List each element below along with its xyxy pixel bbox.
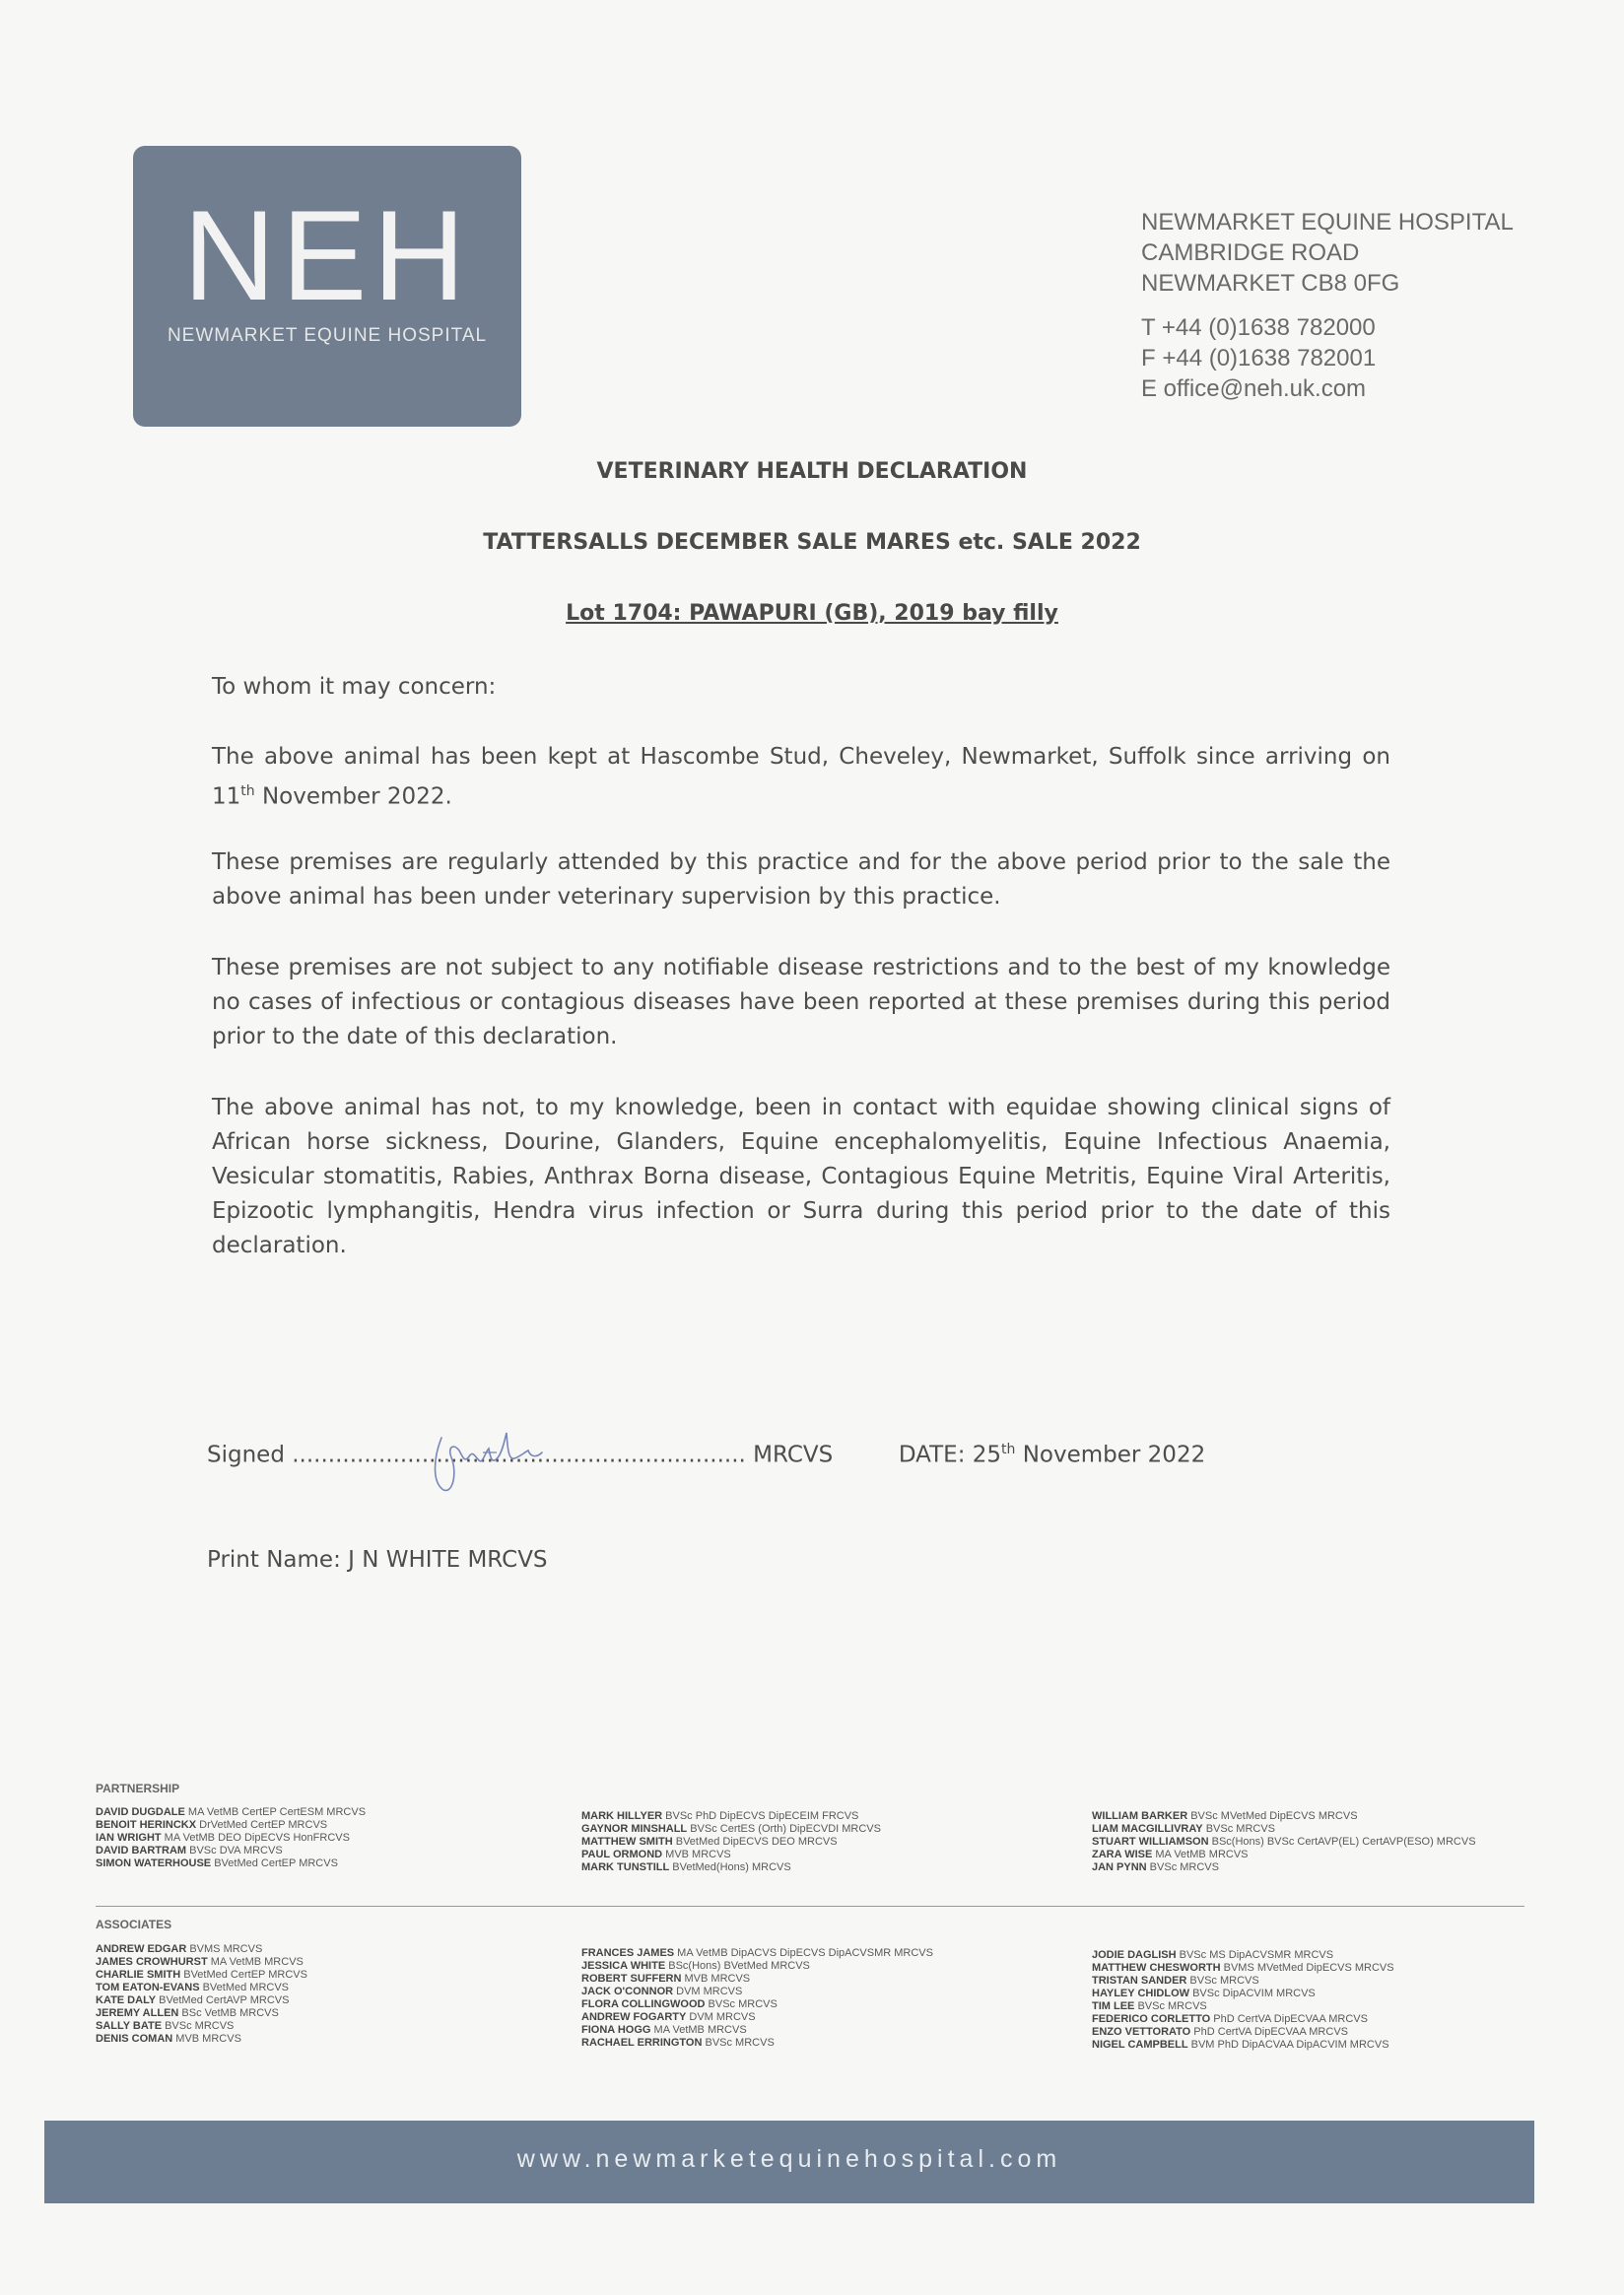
staff-name: RACHAEL ERRINGTON — [581, 2037, 703, 2049]
staff-qualifications: MA VetMB DipACVS DipECVS DipACVSMR MRCVS — [674, 1947, 933, 1959]
staff-name: BENOIT HERINCKX — [96, 1819, 197, 1831]
staff-qualifications: BSc(Hons) BVetMed MRCVS — [665, 1960, 810, 1972]
staff-qualifications: MVB MRCVS — [662, 1849, 731, 1860]
staff-name: DENIS COMAN — [96, 2033, 173, 2045]
staff-name: FIONA HOGG — [581, 2024, 651, 2036]
signed-dots-left: ...................... — [292, 1442, 451, 1468]
staff-name: TOM EATON-EVANS — [96, 1982, 200, 1993]
address-line-3: NEWMARKET CB8 0FG — [1141, 270, 1400, 297]
paragraph-1-text-b: November 2022. — [254, 783, 452, 810]
staff-entry — [96, 1819, 366, 1832]
staff-name: JESSICA WHITE — [581, 1960, 666, 1972]
staff-qualifications: MVB MRCVS — [172, 2033, 241, 2045]
staff-entry — [581, 1973, 933, 1986]
staff-name: SALLY BATE — [96, 2020, 163, 2032]
staff-qualifications: MVB MRCVS — [681, 1973, 751, 1985]
staff-qualifications: MA VetMB CertEP CertESM MRCVS — [184, 1806, 367, 1818]
paragraph-4: The above animal has not, to my knowledge, been in contact with equidae showing clinical signs of African horse sickness, Dourine, Glanders, Equine encephalomyelitis, Equine Infectious Anaemia, Vesicular stomatitis, Rabies, Anthrax Borna disease, Contagious Equine Metritis, Equine Viral Arteritis, Epizootic lymphangitis, Hendra virus infection or Surra during this period prior to the date of this declaration. — [212, 1095, 1390, 1258]
staff-name: WILLIAM BARKER — [1092, 1810, 1188, 1822]
signed-dots-right: ......................................... — [450, 1442, 746, 1468]
staff-name: ENZO VETTORATO — [1092, 2026, 1191, 2038]
partnership-heading: PARTNERSHIP — [96, 1782, 180, 1795]
staff-name: ANDREW EDGAR — [96, 1943, 187, 1955]
staff-qualifications: BVSc MRCVS — [162, 2020, 235, 2032]
staff-entry — [581, 1960, 933, 1973]
staff-name: MATTHEW SMITH — [581, 1836, 673, 1848]
paragraph-1 — [212, 740, 1390, 815]
partnership-col-1 — [96, 1806, 366, 1870]
staff-qualifications: BVetMed CertEP MRCVS — [180, 1969, 307, 1981]
staff-qualifications: MA VetMB MRCVS — [207, 1956, 304, 1968]
staff-name: JEREMY ALLEN — [96, 2007, 179, 2019]
staff-entry — [581, 1810, 881, 1823]
staff-qualifications: BVM PhD DipACVAA DipACVIM MRCVS — [1187, 2039, 1389, 2051]
staff-entry — [1092, 2039, 1394, 2052]
staff-name: GAYNOR MINSHALL — [581, 1823, 688, 1835]
staff-entry — [581, 1823, 881, 1836]
footer-band — [44, 2121, 1534, 2203]
staff-qualifications: MA VetMB MRCVS — [650, 2024, 747, 2036]
staff-entry — [581, 1986, 933, 1998]
staff-qualifications: BVMS MRCVS — [186, 1943, 263, 1955]
staff-name: ZARA WISE — [1092, 1849, 1153, 1860]
staff-qualifications: BVSc MRCVS — [1146, 1861, 1219, 1873]
staff-entry — [1092, 1962, 1394, 1975]
staff-entry — [1092, 1823, 1476, 1836]
signature-line — [207, 1442, 1389, 1468]
partnership-col-3 — [1092, 1810, 1476, 1874]
staff-entry — [96, 2007, 307, 2020]
salutation: To whom it may concern: — [212, 674, 497, 700]
staff-qualifications: BVSc MRCVS — [702, 2037, 775, 2049]
staff-entry — [581, 1861, 881, 1874]
staff-entry — [96, 1943, 307, 1956]
staff-entry — [581, 2024, 933, 2037]
staff-qualifications: BVSc DVA MRCVS — [186, 1845, 283, 1856]
staff-qualifications: BSc VetMB MRCVS — [178, 2007, 279, 2019]
staff-entry — [581, 1836, 881, 1849]
address-block — [1141, 207, 1514, 404]
staff-entry — [1092, 2026, 1394, 2039]
paragraph-1-text-a: The above animal has been kept at Hascombe Stud, Cheveley, Newmarket, Suffolk since arriving on 11 — [212, 744, 1390, 810]
staff-qualifications: BVetMed DipECVS DEO MRCVS — [672, 1836, 838, 1848]
staff-qualifications: PhD CertVA DipECVAA MRCVS — [1190, 2026, 1348, 2038]
staff-qualifications: BVMS MVetMed DipECVS MRCVS — [1220, 1962, 1394, 1974]
phone: T +44 (0)1638 782000 — [1141, 314, 1376, 341]
staff-name: FRANCES JAMES — [581, 1947, 675, 1959]
associates-col-2 — [581, 1947, 933, 2050]
staff-name: JAMES CROWHURST — [96, 1956, 208, 1968]
staff-entry — [96, 1857, 366, 1870]
staff-name: TIM LEE — [1092, 2000, 1135, 2012]
signed-label: Signed — [207, 1442, 285, 1468]
staff-qualifications: BVSc DipACVIM MRCVS — [1189, 1988, 1316, 1999]
staff-entry — [1092, 2000, 1394, 2013]
staff-name: STUART WILLIAMSON — [1092, 1836, 1209, 1848]
staff-entry — [1092, 1988, 1394, 2000]
staff-entry — [581, 2011, 933, 2024]
staff-entry — [581, 2037, 933, 2050]
staff-qualifications: BVSc MS DipACVSMR MRCVS — [1176, 1949, 1334, 1961]
staff-name: JODIE DAGLISH — [1092, 1949, 1177, 1961]
staff-entry — [1092, 1836, 1476, 1849]
staff-qualifications: BSc(Hons) BVSc CertAVP(EL) CertAVP(ESO) MRCVS — [1208, 1836, 1476, 1848]
document-title: VETERINARY HEALTH DECLARATION — [596, 459, 1028, 484]
staff-name: ROBERT SUFFERN — [581, 1973, 682, 1985]
staff-qualifications: BVSc MRCVS — [1186, 1975, 1259, 1987]
staff-qualifications: BVetMed CertAVP MRCVS — [156, 1994, 290, 2006]
staff-qualifications: PhD CertVA DipECVAA MRCVS — [1210, 2013, 1368, 2025]
staff-qualifications: MA VetMB DEO DipECVS HonFRCVS — [161, 1832, 350, 1844]
staff-entry — [1092, 2013, 1394, 2026]
associates-col-1 — [96, 1943, 307, 2046]
signed-suffix: MRCVS — [753, 1442, 834, 1468]
staff-qualifications: BVetMed MRCVS — [199, 1982, 290, 1993]
staff-name: LIAM MACGILLIVRAY — [1092, 1823, 1203, 1835]
staff-name: MARK HILLYER — [581, 1810, 663, 1822]
staff-name: JACK O'CONNOR — [581, 1986, 674, 1997]
staff-entry — [96, 1806, 366, 1819]
staff-entry — [96, 1845, 366, 1857]
staff-entry — [581, 1947, 933, 1960]
footer-url: www.newmarketequinehospital.com — [516, 2145, 1062, 2173]
staff-entry — [96, 1832, 366, 1845]
staff-qualifications: BVSc PhD DipECVS DipECEIM FRCVS — [662, 1810, 859, 1822]
staff-qualifications: MA VetMB MRCVS — [1152, 1849, 1249, 1860]
print-name: Print Name: J N WHITE MRCVS — [207, 1547, 548, 1573]
neh-logo — [133, 146, 521, 427]
staff-name: CHARLIE SMITH — [96, 1969, 181, 1981]
staff-name: NIGEL CAMPBELL — [1092, 2039, 1188, 2051]
date-sup: th — [1001, 1442, 1016, 1457]
date-label: DATE: 25 — [898, 1442, 1002, 1468]
staff-entry — [96, 1982, 307, 1994]
staff-entry — [1092, 1810, 1476, 1823]
staff-name: PAUL ORMOND — [581, 1849, 663, 1860]
staff-qualifications: DVM MRCVS — [686, 2011, 756, 2023]
staff-entry — [1092, 1975, 1394, 1988]
staff-qualifications: BVSc MVetMed DipECVS MRCVS — [1187, 1810, 1358, 1822]
staff-entry — [581, 1998, 933, 2011]
staff-qualifications: BVSc MRCVS — [1202, 1823, 1276, 1835]
address-line-2: CAMBRIDGE ROAD — [1141, 239, 1360, 266]
staff-name: DAVID BARTRAM — [96, 1845, 187, 1856]
lot-heading: Lot 1704: PAWAPURI (GB), 2019 bay filly — [566, 601, 1058, 626]
staff-qualifications: BVSc MRCVS — [705, 1998, 778, 2010]
staff-name: DAVID DUGDALE — [96, 1806, 185, 1818]
staff-name: KATE DALY — [96, 1994, 157, 2006]
logo-letters: NEH — [182, 183, 472, 327]
partnership-col-2 — [581, 1810, 881, 1874]
staff-entry — [1092, 1849, 1476, 1861]
paragraph-3: These premises are not subject to any notifiable disease restrictions and to the best of my knowledge no cases of infectious or contagious diseases have been reported at these premises during this period prior to the date of this declaration. — [212, 955, 1390, 1049]
staff-name: FEDERICO CORLETTO — [1092, 2013, 1211, 2025]
handwritten-signature — [414, 1413, 552, 1502]
staff-qualifications: BVetMed CertEP MRCVS — [211, 1857, 338, 1869]
staff-entry — [1092, 1949, 1394, 1962]
staff-name: IAN WRIGHT — [96, 1832, 162, 1844]
staff-entry — [96, 1994, 307, 2007]
staff-entry — [96, 1969, 307, 1982]
staff-divider — [96, 1906, 1524, 1907]
staff-entry — [1092, 1861, 1476, 1874]
logo-subtitle: NEWMARKET EQUINE HOSPITAL — [167, 325, 488, 346]
staff-name: SIMON WATERHOUSE — [96, 1857, 212, 1869]
staff-name: MARK TUNSTILL — [581, 1861, 670, 1873]
sale-heading: TATTERSALLS DECEMBER SALE MARES etc. SALE 2022 — [483, 530, 1141, 555]
staff-entry — [96, 2033, 307, 2046]
associates-col-3 — [1092, 1949, 1394, 2052]
staff-entry — [581, 1849, 881, 1861]
staff-name: FLORA COLLINGWOOD — [581, 1998, 706, 2010]
staff-qualifications: BVetMed(Hons) MRCVS — [669, 1861, 791, 1873]
staff-name: HAYLEY CHIDLOW — [1092, 1988, 1190, 1999]
staff-entry — [96, 1956, 307, 1969]
staff-entry — [96, 2020, 307, 2033]
staff-qualifications: DVM MRCVS — [673, 1986, 743, 1997]
staff-qualifications: BVSc MRCVS — [1134, 2000, 1207, 2012]
associates-heading: ASSOCIATES — [96, 1918, 172, 1931]
paragraph-2: These premises are regularly attended by this practice and for the above period prior to the sale the above animal has been under veterinary supervision by this practice. — [212, 849, 1390, 910]
lot-heading-wrap — [0, 601, 1624, 626]
staff-name: MATTHEW CHESWORTH — [1092, 1962, 1221, 1974]
paragraph-1-sup: th — [240, 783, 255, 799]
staff-qualifications: BVSc CertES (Orth) DipECVDI MRCVS — [687, 1823, 881, 1835]
staff-name: TRISTAN SANDER — [1092, 1975, 1187, 1987]
fax: F +44 (0)1638 782001 — [1141, 345, 1377, 371]
date-rest: November 2022 — [1015, 1442, 1206, 1468]
email: E office@neh.uk.com — [1141, 375, 1367, 402]
staff-name: ANDREW FOGARTY — [581, 2011, 687, 2023]
address-line-1: NEWMARKET EQUINE HOSPITAL — [1141, 209, 1514, 236]
staff-qualifications: DrVetMed CertEP MRCVS — [196, 1819, 328, 1831]
staff-name: JAN PYNN — [1092, 1861, 1147, 1873]
